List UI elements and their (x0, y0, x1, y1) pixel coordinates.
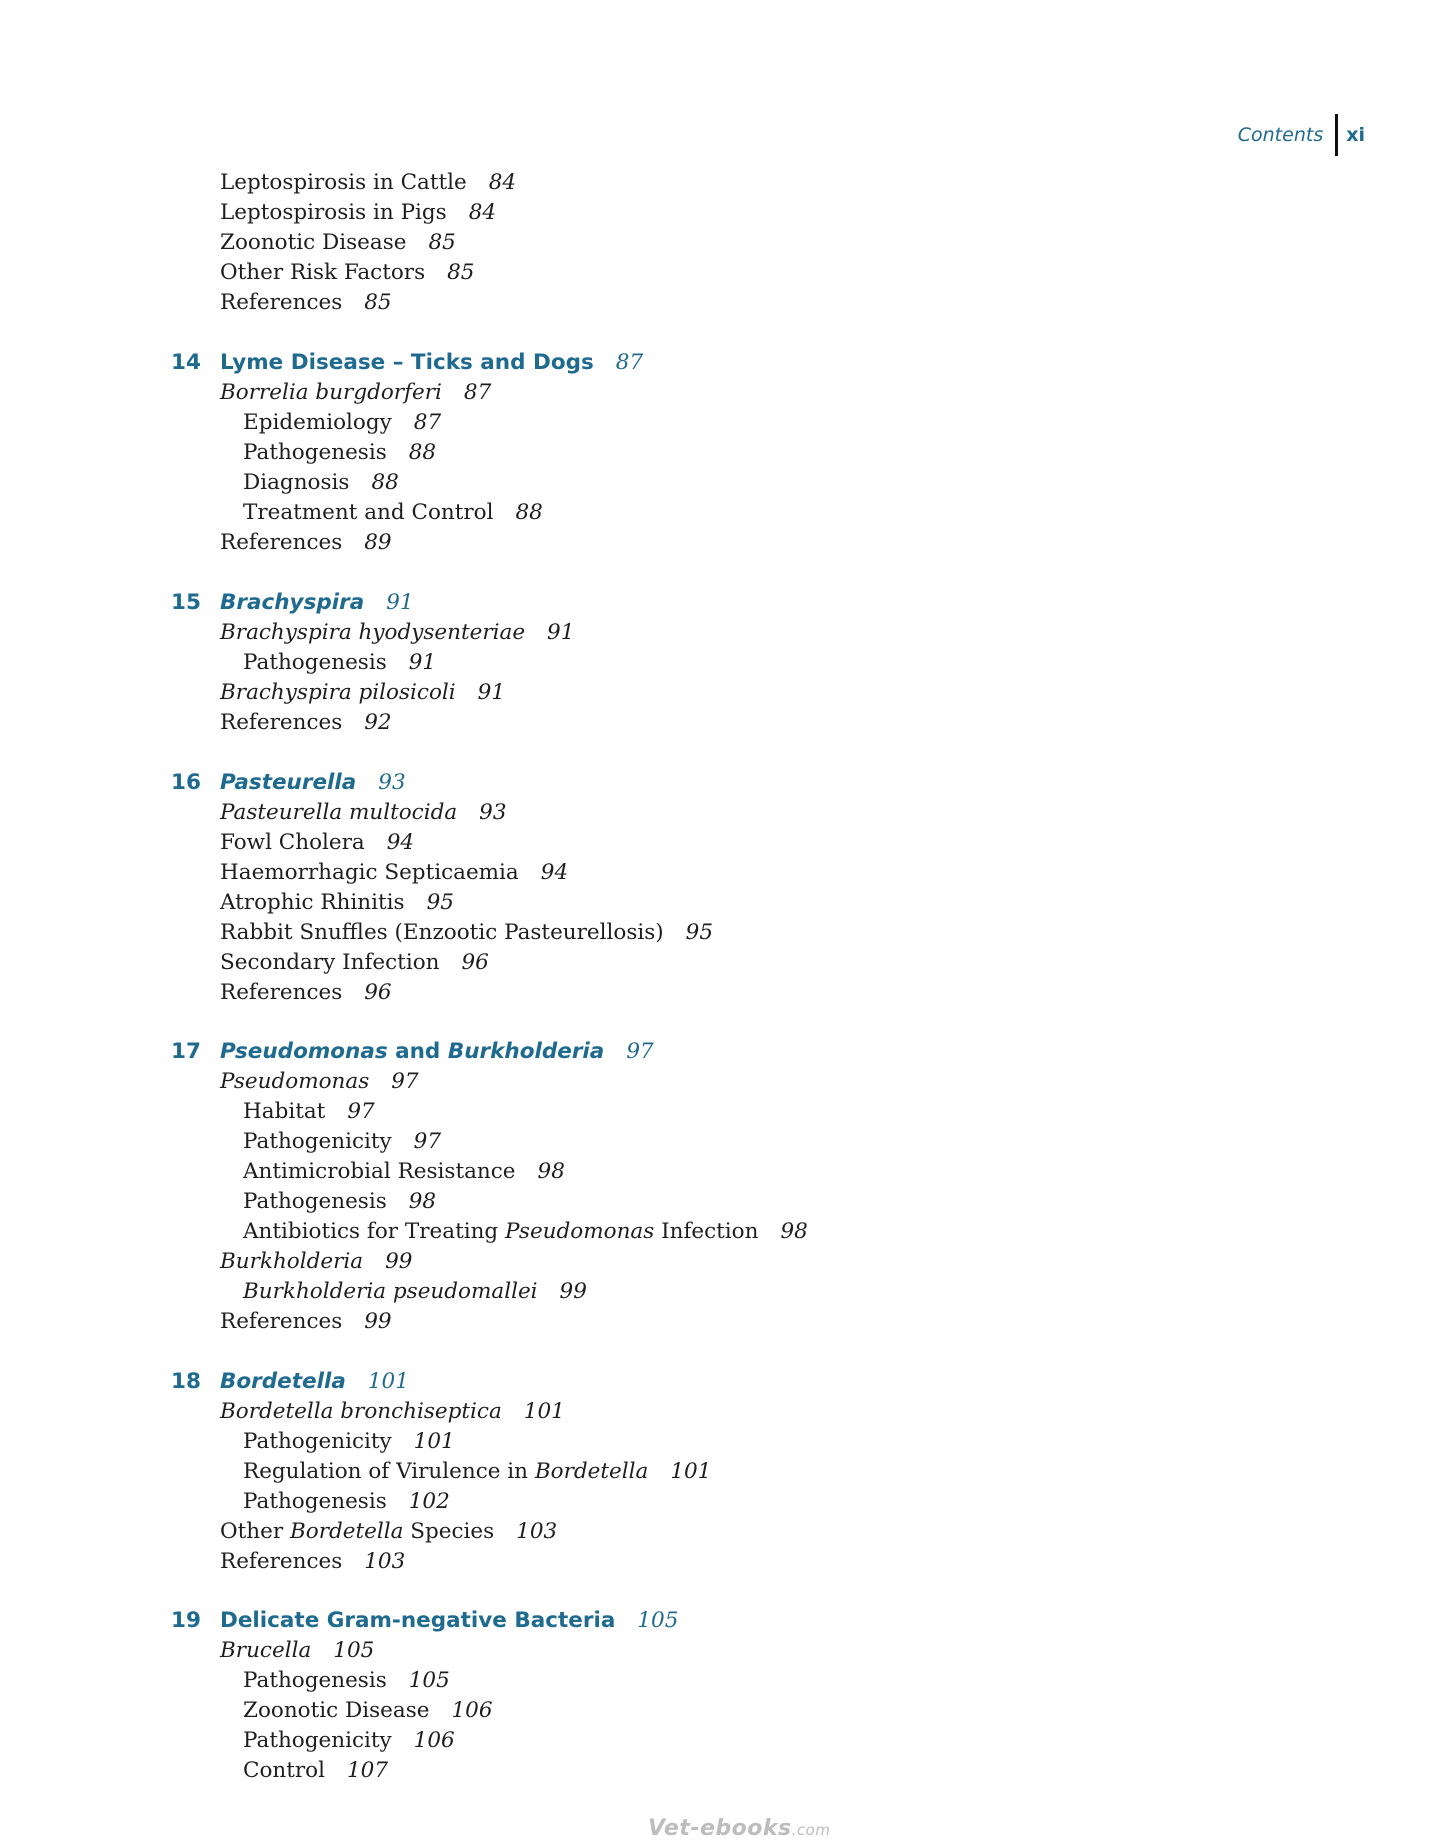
toc-subentry[interactable]: Antibiotics for Treating Pseudomonas Infection 98 (243, 1219, 808, 1244)
toc-page-ref: 101 (367, 1369, 409, 1394)
toc-page-ref: 97 (626, 1039, 654, 1064)
chapter-number: 16 (171, 770, 201, 795)
toc-page-ref: 96 (461, 950, 489, 975)
toc-page-ref: 99 (364, 1309, 392, 1334)
toc-page-ref: 89 (364, 530, 392, 555)
toc-page-ref: 87 (615, 350, 644, 375)
toc-page-ref: 91 (547, 620, 575, 645)
toc-page-ref: 88 (408, 440, 437, 465)
toc-page-ref: 106 (451, 1698, 493, 1723)
toc-subentry[interactable]: Diagnosis 88 (243, 470, 399, 495)
running-head-label: Contents (1237, 124, 1324, 146)
toc-entry[interactable]: Bordetella bronchiseptica 101 (220, 1399, 565, 1424)
chapter-title[interactable]: Delicate Gram-negative Bacteria 105 (220, 1608, 679, 1633)
chapter-number: 18 (171, 1369, 201, 1394)
toc-entry[interactable]: Brachyspira pilosicoli 91 (220, 680, 505, 705)
toc-page-ref: 105 (408, 1668, 450, 1693)
toc-entry[interactable]: Brachyspira hyodysenteriae 91 (220, 620, 575, 645)
toc-page-ref: 101 (523, 1399, 565, 1424)
toc-entry[interactable]: Zoonotic Disease 85 (220, 230, 456, 255)
toc-entry[interactable]: Other Bordetella Species 103 (220, 1519, 558, 1544)
toc-entry[interactable]: Haemorrhagic Septicaemia 94 (220, 860, 569, 885)
toc-page-ref: 101 (413, 1429, 455, 1454)
toc-page-ref: 97 (413, 1129, 442, 1154)
toc-page-ref: 105 (333, 1638, 375, 1663)
toc-entry[interactable]: References 96 (220, 980, 392, 1005)
toc-page-ref: 106 (413, 1728, 455, 1753)
toc-entry[interactable]: References 99 (220, 1309, 392, 1334)
toc-entry[interactable]: Borrelia burgdorferi 87 (220, 380, 492, 405)
toc-subentry[interactable]: Pathogenesis 88 (243, 440, 437, 465)
toc-entry[interactable]: Pasteurella multocida 93 (220, 800, 507, 825)
toc-page-ref: 94 (540, 860, 569, 885)
toc-subentry[interactable]: Treatment and Control 88 (243, 500, 543, 525)
chapter-title[interactable]: Pseudomonas and Burkholderia 97 (220, 1039, 654, 1064)
toc-entry[interactable]: Other Risk Factors 85 (220, 260, 475, 285)
toc-subentry[interactable]: Antimicrobial Resistance 98 (243, 1159, 565, 1184)
page-number: xi (1346, 124, 1365, 146)
toc-subentry[interactable]: Pathogenicity 106 (243, 1728, 455, 1753)
running-head (1238, 114, 1365, 156)
chapter-number: 14 (171, 350, 201, 375)
toc-page-ref: 94 (386, 830, 415, 855)
toc-entry[interactable]: References 103 (220, 1549, 406, 1574)
toc-page-ref: 87 (463, 380, 492, 405)
toc-subentry[interactable]: Zoonotic Disease 106 (243, 1698, 493, 1723)
toc-page-ref: 105 (637, 1608, 679, 1633)
toc-page-ref: 85 (364, 290, 392, 315)
toc-entry[interactable]: Burkholderia 99 (220, 1249, 413, 1274)
toc-page-ref: 95 (426, 890, 454, 915)
toc-entry[interactable]: Rabbit Snuffles (Enzootic Pasteurellosis) 95 (220, 920, 714, 945)
toc-page-ref: 92 (364, 710, 392, 735)
toc-page-ref: 84 (468, 200, 497, 225)
toc-page-ref: 107 (346, 1758, 389, 1783)
toc-page-ref: 102 (408, 1489, 450, 1514)
toc-entry[interactable]: Leptospirosis in Pigs 84 (220, 200, 497, 225)
toc-page-ref: 85 (447, 260, 475, 285)
toc-entry[interactable]: References 89 (220, 530, 392, 555)
toc-page-ref: 85 (428, 230, 456, 255)
toc-entry[interactable]: Brucella 105 (220, 1638, 375, 1663)
toc-subentry[interactable]: Pathogenesis 105 (243, 1668, 450, 1693)
toc-subentry[interactable]: Pathogenesis 102 (243, 1489, 450, 1514)
toc-subentry[interactable]: Pathogenicity 101 (243, 1429, 455, 1454)
toc-page-ref: 98 (408, 1189, 437, 1214)
chapter-title[interactable]: Lyme Disease – Ticks and Dogs 87 (220, 350, 644, 375)
toc-subentry[interactable]: Regulation of Virulence in Bordetella 101 (243, 1459, 712, 1484)
toc-page-ref: 93 (378, 770, 406, 795)
toc-subentry[interactable]: Burkholderia pseudomallei 99 (243, 1279, 587, 1304)
chapter-number: 19 (171, 1608, 201, 1633)
toc-subentry[interactable]: Pathogenesis 98 (243, 1189, 437, 1214)
toc-entry[interactable]: Leptospirosis in Cattle 84 (220, 170, 517, 195)
toc-page-ref: 87 (413, 410, 442, 435)
toc-page-ref: 98 (537, 1159, 565, 1184)
chapter-number: 15 (171, 590, 201, 615)
toc-page-ref: 98 (780, 1219, 808, 1244)
toc-page-ref: 95 (685, 920, 714, 945)
chapter-number: 17 (171, 1039, 201, 1064)
toc-page-ref: 103 (516, 1519, 558, 1544)
chapter-title[interactable]: Bordetella 101 (220, 1369, 409, 1394)
chapter-title[interactable]: Brachyspira 91 (220, 590, 414, 615)
toc-entry[interactable]: Atrophic Rhinitis 95 (220, 890, 454, 915)
toc-page-ref: 88 (371, 470, 399, 495)
toc-page-ref: 99 (559, 1279, 587, 1304)
watermark: Vet-ebooks.com (648, 1816, 831, 1841)
toc-subentry[interactable]: Pathogenicity 97 (243, 1129, 442, 1154)
toc-page-ref: 91 (386, 590, 414, 615)
toc-entry[interactable]: References 92 (220, 710, 392, 735)
toc-subentry[interactable]: Control 107 (243, 1758, 389, 1783)
toc-page-ref: 84 (488, 170, 517, 195)
toc-page-ref: 97 (347, 1099, 375, 1124)
toc-entry[interactable]: References 85 (220, 290, 392, 315)
toc-page-ref: 101 (670, 1459, 712, 1484)
toc-entry[interactable]: Secondary Infection 96 (220, 950, 489, 975)
toc-subentry[interactable]: Epidemiology 87 (243, 410, 442, 435)
chapter-title[interactable]: Pasteurella 93 (220, 770, 406, 795)
toc-page-ref: 103 (364, 1549, 406, 1574)
toc-page-ref: 91 (408, 650, 437, 675)
toc-page-ref: 96 (364, 980, 392, 1005)
toc-page-ref: 91 (477, 680, 505, 705)
toc-entry[interactable]: Fowl Cholera 94 (220, 830, 415, 855)
toc-page-ref: 93 (479, 800, 507, 825)
toc-subentry[interactable]: Habitat 97 (243, 1099, 375, 1124)
toc-page-ref: 97 (391, 1069, 419, 1094)
toc-entry[interactable]: Pseudomonas 97 (220, 1069, 419, 1094)
toc-subentry[interactable]: Pathogenesis 91 (243, 650, 437, 675)
toc-page-ref: 99 (385, 1249, 413, 1274)
toc-page-ref: 88 (515, 500, 543, 525)
